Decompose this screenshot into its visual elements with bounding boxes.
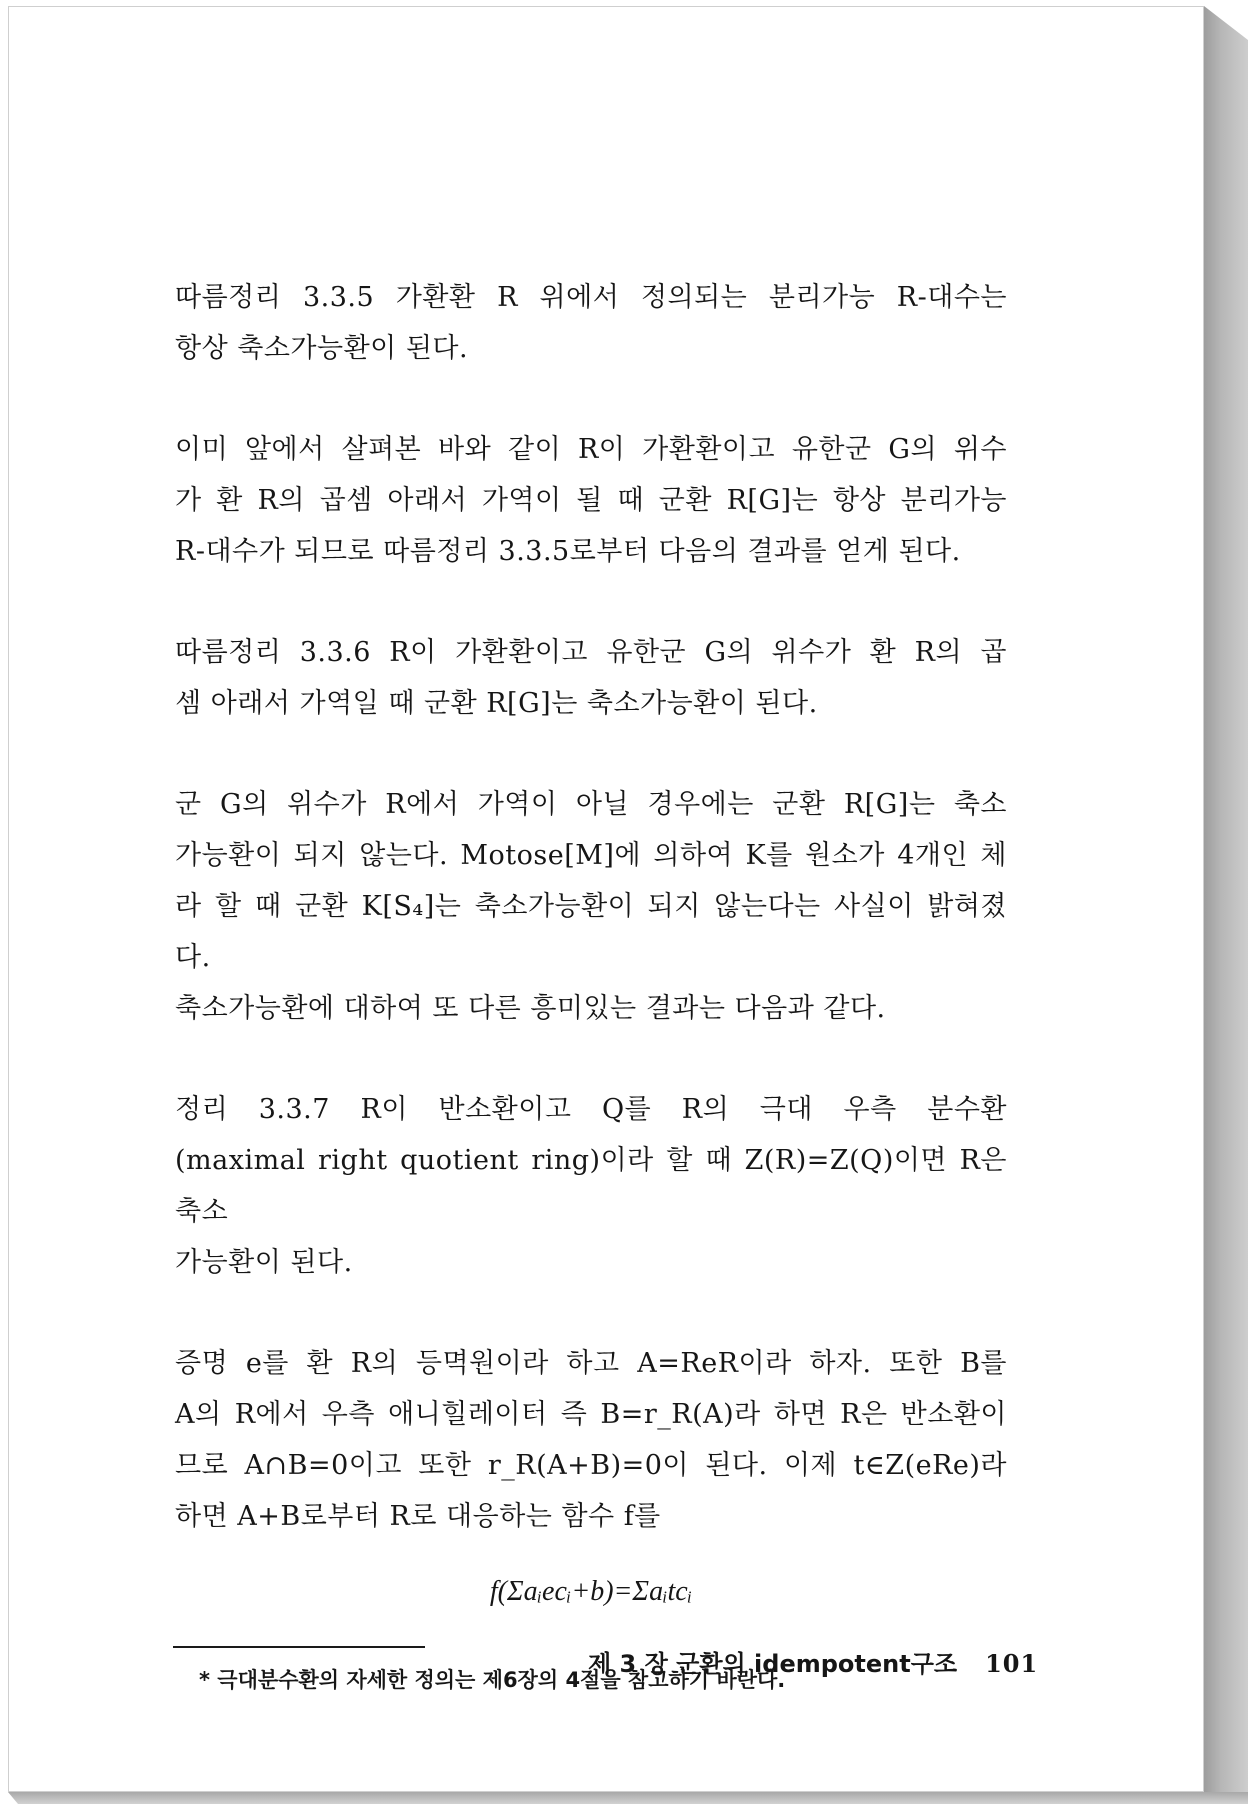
paragraph-motose-example [175,779,1007,983]
formula: f(Σaᵢecᵢ+b)=Σaᵢtcᵢ [489,1576,693,1607]
text-line: 므로 A∩B=0이고 또한 r_R(A+B)=0이 된다. 이제 t∈Z(eRe)라 [175,1450,1007,1481]
text-line: 가 환 R의 곱셈 아래서 가역이 될 때 군환 R[G]는 항상 분리가능 [175,485,1007,516]
page-footer [588,1644,1038,1679]
text-line: A의 R에서 우측 애니힐레이터 즉 B=r_R(A)라 하면 R은 반소환이 [175,1399,1007,1430]
paragraph-another-result [175,983,1007,1034]
chapter-title: 제 3 장 군환의 idempotent구조 [588,1650,958,1678]
paragraph-group-ring-separable [175,424,1007,577]
page-body [175,272,1007,1694]
text-line: 정리 3.3.7 R이 반소환이고 Q를 R의 극대 우측 분수환 [175,1094,1007,1125]
theorem-3-3-7 [175,1084,1007,1288]
text-line: 이미 앞에서 살펴본 바와 같이 R이 가환환이고 유한군 G의 위수 [175,434,1007,465]
text-line: 셈 아래서 가역일 때 군환 R[G]는 축소가능환이 된다. [175,688,818,719]
text-line: 따름정리 3.3.6 R이 가환환이고 유한군 G의 위수가 환 R의 곱 [175,637,1007,668]
text-line: 다. [175,942,211,973]
text-line: R-대수가 되므로 따름정리 3.3.5로부터 다음의 결과를 얻게 된다. [175,536,961,567]
text-line: 군 G의 위수가 R에서 가역이 아닐 경우에는 군환 R[G]는 축소 [175,789,1007,820]
text-line: (maximal right quotient ring)이라 할 때 Z(R)=Z(Q)이면 R은 축소 [175,1145,1007,1227]
proof [175,1338,1007,1542]
text-line: 하면 A+B로부터 R로 대응하는 함수 f를 [175,1501,661,1532]
text-line: 가능환이 된다. [175,1247,353,1278]
text-line: 항상 축소가능환이 된다. [175,333,469,364]
page-edge-shadow-bottom [8,1792,1248,1804]
footnote: * 극대분수환의 자세한 정의는 제6장의 4절을 참고하기 바란다. [199,1668,786,1692]
page-number: 101 [985,1649,1039,1678]
corollary-3-3-6 [175,627,1007,729]
footnote-divider [173,1646,425,1648]
text-line: 증명 e를 환 R의 등멱원이라 하고 A=ReR이라 하자. 또한 B를 [175,1348,1007,1379]
corollary-3-3-5 [175,272,1007,374]
text-line: 따름정리 3.3.5 가환환 R 위에서 정의되는 분리가능 R-대수는 [175,282,1007,313]
text-line: 축소가능환에 대하여 또 다른 흥미있는 결과는 다음과 같다. [175,993,886,1024]
page-edge-shadow-right [1204,6,1248,1792]
text-line: 가능환이 되지 않는다. Motose[M]에 의하여 K를 원소가 4개인 체 [175,840,1007,871]
text-line: 라 할 때 군환 K[S₄]는 축소가능환이 되지 않는다는 사실이 밝혀졌 [175,891,1007,922]
